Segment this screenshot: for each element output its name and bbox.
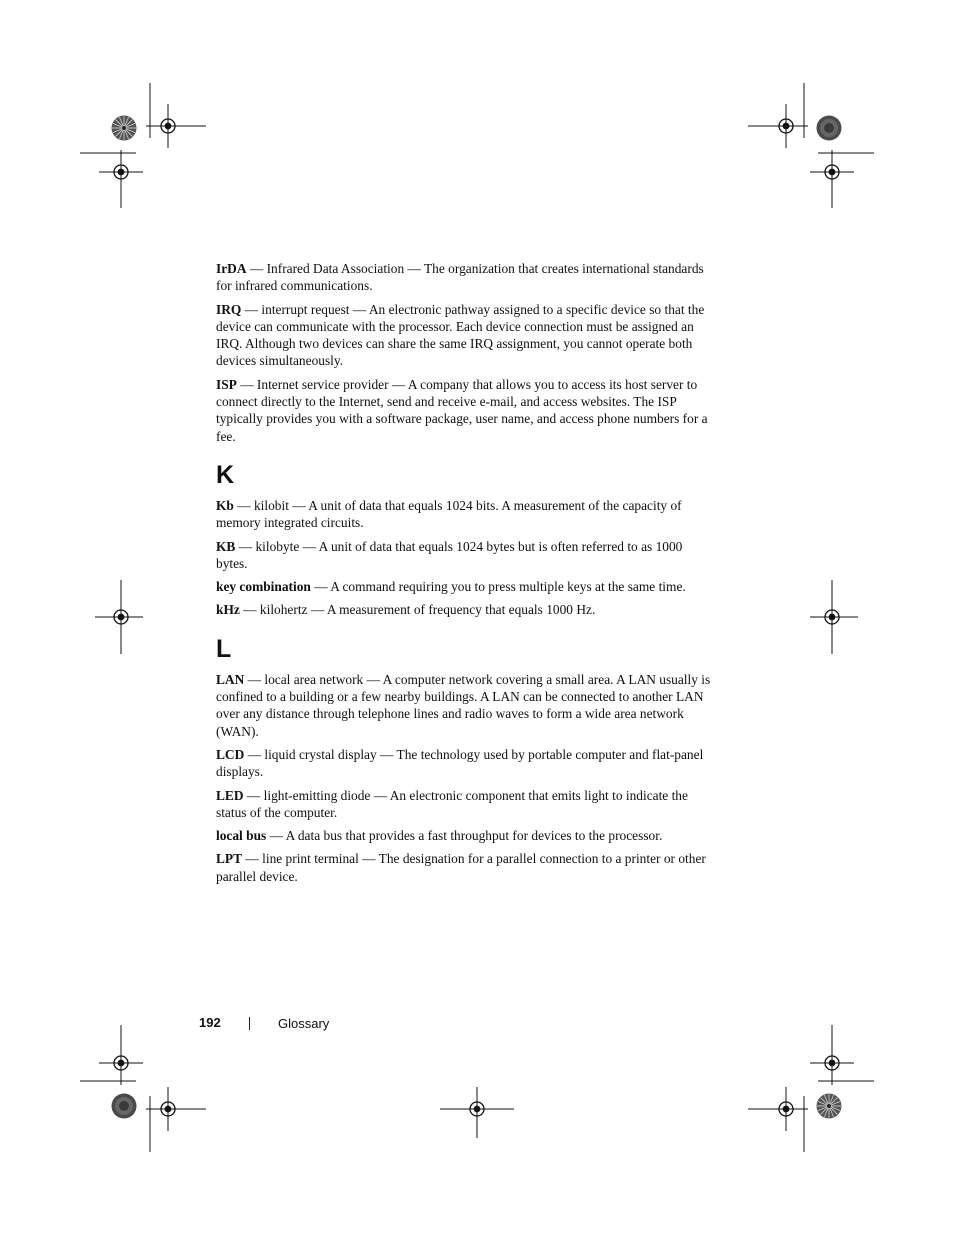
- section-heading: L: [216, 634, 232, 663]
- glossary-definition: — light-emitting diode — An electronic component that emits light to indicate the status of the computer.: [216, 787, 688, 820]
- glossary-section-k: [216, 461, 714, 619]
- glossary-term: IRQ: [216, 301, 242, 317]
- glossary-definition: — kilobit — A unit of data that equals 1024 bits. A measurement of the capacity of memory integrated circuits.: [216, 497, 682, 531]
- glossary-term: kHz: [216, 602, 240, 618]
- glossary-content: [216, 260, 714, 891]
- footer-section-name: Glossary: [278, 1016, 330, 1031]
- glossary-definition: — A data bus that provides a fast throughput for devices to the processor.: [266, 828, 663, 844]
- glossary-section-l: [216, 635, 714, 885]
- glossary-definition: — Internet service provider — A company that allows you to access its host server to connect directly to the Internet, send and receive e-mail, and access websites. The ISP typically provides you with a software package, user name, and access phone numbers for a fee.: [216, 376, 708, 444]
- glossary-definition: — interrupt request — An electronic pathway assigned to a specific device so that the device can communicate with the processor. Each device connection must be assigned an IRQ. Although two devices can share the same IRQ assignment, you cannot operate both devices simultaneously.: [216, 301, 705, 369]
- glossary-term: Kb: [216, 497, 234, 513]
- glossary-definition: — A command requiring you to press multiple keys at the same time.: [310, 579, 686, 595]
- glossary-entry: [216, 850, 714, 885]
- glossary-term: LED: [216, 787, 244, 803]
- page-number: 192: [199, 1015, 221, 1030]
- glossary-term: LAN: [216, 671, 245, 687]
- glossary-definition: — line print terminal — The designation for a parallel connection to a printer or other parallel device.: [216, 851, 706, 884]
- star-target-icon: [817, 1094, 842, 1119]
- color-target-icon: [112, 1094, 137, 1119]
- glossary-term: IrDA: [216, 261, 247, 276]
- glossary-definition: — kilobyte — A unit of data that equals 1024 bytes but is often referred to as 1000 bytes.: [216, 538, 683, 571]
- glossary-entry: [216, 671, 714, 740]
- glossary-entry: [216, 787, 714, 822]
- footer-divider: [249, 1017, 250, 1030]
- glossary-definition: — local area network — A computer network covering a small area. A LAN usually is confined to a building or a few nearby buildings. A LAN can be connected to another LAN over any distance through telephone lines and radio waves to form a wide area network (WAN).: [216, 671, 711, 739]
- glossary-definition: — liquid crystal display — The technology used by portable computer and flat-panel displays.: [216, 746, 704, 780]
- glossary-term: local bus: [216, 828, 267, 844]
- section-heading: K: [216, 460, 235, 489]
- glossary-entry: [216, 301, 714, 370]
- glossary-section-i: [216, 260, 714, 445]
- glossary-term: LCD: [216, 746, 245, 762]
- glossary-entry: [216, 376, 714, 445]
- glossary-entry: [216, 260, 714, 295]
- glossary-entry: [216, 578, 714, 595]
- glossary-term: key combination: [216, 579, 311, 595]
- glossary-term: ISP: [216, 376, 237, 392]
- glossary-entry: [216, 538, 714, 573]
- color-target-icon: [817, 116, 842, 141]
- glossary-definition: — Infrared Data Association — The organization that creates international standards for infrared communications.: [216, 261, 704, 294]
- star-target-icon: [112, 116, 137, 141]
- glossary-term: KB: [216, 538, 236, 554]
- glossary-entry: [216, 497, 714, 532]
- glossary-entry: [216, 746, 714, 781]
- glossary-definition: — kilohertz — A measurement of frequency that equals 1000 Hz.: [239, 602, 596, 618]
- glossary-entry: [216, 827, 714, 844]
- glossary-entry: [216, 601, 714, 618]
- glossary-term: LPT: [216, 851, 243, 867]
